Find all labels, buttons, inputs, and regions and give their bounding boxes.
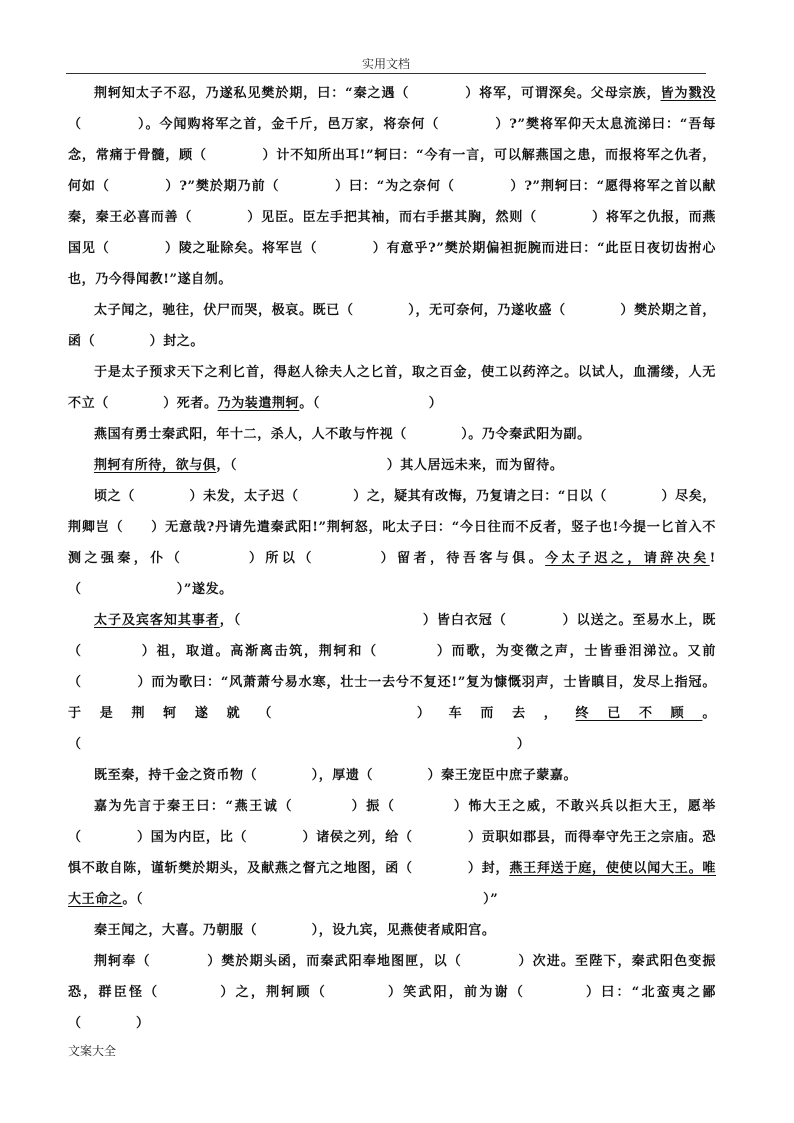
- text-segment: 既至秦，持千金之资币物（ ），厚遗（ ）秦王宠臣中庶子蒙嘉。: [94, 768, 578, 783]
- underlined-phrase: 太子及宾客知其事者: [94, 613, 220, 628]
- text-segment: 顷之（ ）未发，太子迟（ ）之，疑其有改悔，乃复请之曰：“日以（ ）尽矣，荆卿岂（ ）无意哉?丹请先遣秦武阳!”荆轲怒，叱太子曰：“今日往而不反者，竖子也!今提一匕首入不测之强秦，仆（ ）所以（ ）留者，待吾客与俱。: [68, 489, 716, 566]
- text-segment: 秦王闻之，大喜。乃朝服（ ），设九宾，见燕使者咸阳宫。: [94, 923, 496, 938]
- underlined-phrase: 乃为装遣荆轲: [217, 396, 300, 411]
- text-segment: 荆轲奉（ ）樊於期头函，而秦武阳奉地图匣，以（ ）次进。至陛下，秦武阳色变振恐，群臣怪（ ）之，荆轲顾（ ）笑武阳，前为谢（ ）曰：“北蛮夷之鄙（ ）: [68, 954, 716, 1031]
- text-segment: （ ）。今闻购将军之首，金千斤，邑万家，将奈何（ ）?”樊将军仰天太息流涕曰：“吾每念，常痛于骨髓，顾（ ）计不知所出耳!”轲曰：“今有一言，可以解燕国之患，而报将军之仇者，何如（ ）?”樊於期乃前（ ）曰：“为之奈何（ ）?”荆轲曰：“愿得将军之首以献秦，秦王必喜而善（ ）见臣。臣左手把其袖，而右手揕其胸，然则（ ）将军之仇报，而燕国见（ ）陵之耻除矣。将军岂（ ）有意乎?”樊於期偏袒扼腕而进曰：“此臣日夜切齿拊心也，乃今得闻教!”遂自刎。: [68, 117, 716, 287]
- document-body: [68, 78, 716, 1039]
- text-segment: ，（ ）皆白衣冠（ ）以送之。至易水上，既（ ）祖，取道。高渐离击筑，荆轲和（ ）而歌，为变徵之声，士皆垂泪涕泣。又前（ ）而为歌曰：“风萧萧兮易水寒，壮士一去兮不复还!”复为慷慨羽声，士皆瞋目，发尽上指冠。于是荆轲遂就（ ）车而去，: [68, 613, 716, 721]
- text-segment: 。（ ）: [68, 706, 716, 752]
- text-segment: 嘉为先言于秦王曰：“燕王诚（ ）振（ ）怖大王之威，不敢兴兵以拒大王，愿举（ ）国为内臣，比（ ）诸侯之列，给（ ）贡职如郡县，而得奉守先王之宗庙。恐惧不敢自陈，谨斩樊於期头，及献燕之督亢之地图，函（ ）封，: [68, 799, 716, 876]
- underlined-phrase: 荆轲有所待，欲与俱: [94, 458, 217, 473]
- paragraph: [68, 78, 716, 295]
- text-segment: 荆轲知太子不忍，乃遂私见樊於期，曰：“秦之遇（ ）将军，可谓深矣。父母宗族，: [94, 86, 661, 101]
- page-footer: 文案大全: [68, 1044, 117, 1058]
- page-header: 实用文档: [361, 57, 410, 71]
- text-segment: 燕国有勇士秦武阳，年十二，杀人，人不敢与忤视（ ）。乃令秦武阳为副。: [94, 427, 591, 442]
- paragraph: [68, 915, 716, 946]
- underlined-phrase: 今太子迟之，请辞决矣: [545, 551, 710, 566]
- underlined-phrase: 燕王拜送于庭，使使以闻大王。唯大王命之: [68, 861, 716, 907]
- text-segment: 于是太子预求天下之利匕首，得赵人徐夫人之匕首，取之百金，使工以药淬之。以试人，血濡缕，人无不立（ ）死者。: [68, 365, 716, 411]
- paragraph: [68, 357, 716, 419]
- text-segment: !（ ）”遂发。: [68, 551, 716, 597]
- paragraph: [68, 419, 716, 450]
- underlined-phrase: 终已不顾: [575, 706, 703, 721]
- header-divider: [66, 73, 706, 74]
- text-segment: 。（ ）”: [122, 892, 499, 907]
- paragraph: [68, 946, 716, 1039]
- paragraph: [68, 295, 716, 357]
- paragraph: [68, 481, 716, 605]
- paragraph: [68, 791, 716, 915]
- text-segment: 太子闻之，驰往，伏尸而哭，极哀。既已（ ），无可奈何，乃遂收盛（ ）樊於期之首，函（ ）封之。: [68, 303, 716, 349]
- text-segment: ，（ ）其人居远未来，而为留待。: [216, 458, 564, 473]
- text-segment: 。（ ）: [299, 396, 443, 411]
- paragraph: [68, 450, 716, 481]
- paragraph: [68, 605, 716, 760]
- paragraph: [68, 760, 716, 791]
- underlined-phrase: 皆为戮没: [660, 86, 717, 101]
